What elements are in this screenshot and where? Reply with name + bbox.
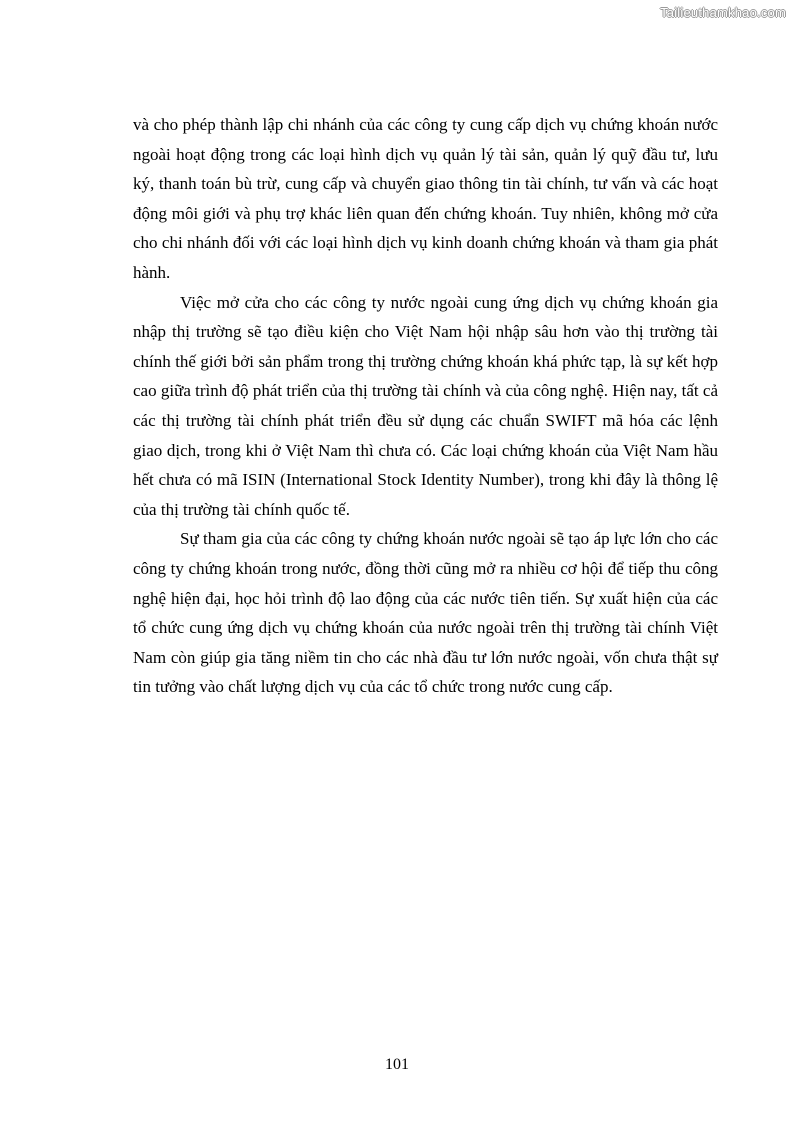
page-number: 101 — [385, 1056, 409, 1073]
paragraph-1: và cho phép thành lập chi nhánh của các công ty cung cấp dịch vụ chứng khoán nước ngoài hoạt động trong các loại hình dịch vụ quản lý tài sản, quản lý quỹ đầu tư, lưu ký, thanh toán bù trừ, cung cấp và chuyển giao thông tin tài chính, tư vấn và các hoạt động môi giới và phụ trợ khác liên quan đến chứng khoán. Tuy nhiên, không mở cửa cho chi nhánh đối với các loại hình dịch vụ kinh doanh chứng khoán và tham gia phát hành. — [133, 115, 718, 282]
document-body — [133, 110, 718, 702]
paragraph-3: Sự tham gia của các công ty chứng khoán nước ngoài sẽ tạo áp lực lớn cho các công ty chứng khoán trong nước, đồng thời cũng mở ra nhiều cơ hội để tiếp thu công nghệ hiện đại, học hỏi trình độ lao động của các nước tiên tiến. Sự xuất hiện của các tổ chức cung ứng dịch vụ chứng khoán của nước ngoài trên thị trường tài chính Việt Nam còn giúp gia tăng niềm tin cho các nhà đầu tư lớn nước ngoài, vốn chưa thật sự tin tưởng vào chất lượng dịch vụ của các tổ chức trong nước cung cấp. — [133, 529, 718, 697]
watermark-text: Tailieuthamkhao.com — [660, 5, 786, 20]
paragraph-2: Việc mở cửa cho các công ty nước ngoài cung ứng dịch vụ chứng khoán gia nhập thị trường sẽ tạo điều kiện cho Việt Nam hội nhập sâu hơn vào thị trường tài chính thế giới bởi sản phẩm trong thị trường chứng khoán khá phức tạp, là sự kết hợp cao giữa trình độ phát triển của thị trường tài chính và của công nghệ. Hiện nay, tất cả các thị trường tài chính phát triển đều sử dụng các chuẩn SWIFT mã hóa các lệnh giao dịch, trong khi ở Việt Nam thì chưa có. Các loại chứng khoán của Việt Nam hầu hết chưa có mã ISIN (International Stock Identity Number), trong khi đây là thông lệ của thị trường tài chính quốc tế. — [133, 292, 718, 519]
